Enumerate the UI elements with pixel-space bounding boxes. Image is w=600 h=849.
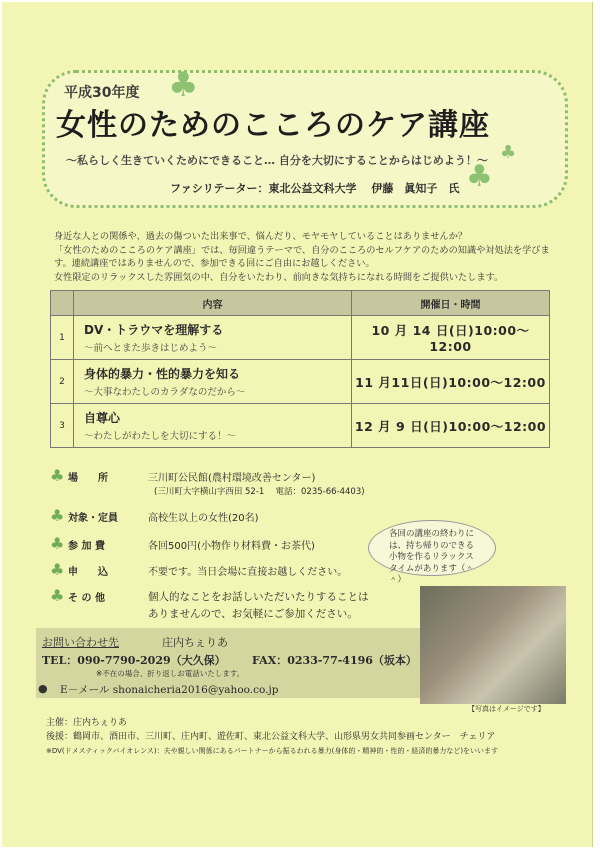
year-label: 平成30年度 bbox=[64, 85, 140, 101]
page-title: 女性のためのこころのケア講座 bbox=[56, 108, 490, 143]
row-date: 11 月11日(日)10:00～12:00 bbox=[352, 360, 550, 404]
intro-paragraph: 身近な人との関係や、過去の傷ついた出来事で、悩んだり、モヤモヤしていることはありませんか？ bbox=[54, 231, 468, 242]
row-number: 3 bbox=[51, 404, 74, 448]
topic-title: DV・トラウマを理解する bbox=[84, 323, 224, 337]
table-row bbox=[51, 360, 550, 404]
supporters: 後援：鶴岡市、酒田市、三川町、庄内町、遊佐町、東北公益文科大学、山形県男女共同参画センター チェリア bbox=[46, 732, 496, 742]
row-topic bbox=[74, 404, 352, 448]
info-label: 申 込 bbox=[68, 567, 108, 578]
table-row bbox=[51, 404, 550, 448]
info-value: ありませんので、お気軽にご参加ください。 bbox=[148, 608, 358, 620]
contact-email[interactable]: E－メール shonaicheria2016@yahoo.co.jp bbox=[60, 684, 279, 696]
row-number: 1 bbox=[51, 316, 74, 360]
photo-caption: 【写真はイメージです】 bbox=[468, 705, 545, 713]
clover-icon: ♣ bbox=[50, 586, 65, 605]
ladybug-icon: ● bbox=[38, 682, 48, 695]
topic-title: 身体的暴力・性的暴力を知る bbox=[84, 367, 241, 381]
clover-icon: ♣ bbox=[50, 506, 65, 525]
speech-bubble: 各回の講座の終わりには、持ち帰りのできる小物を作るリラックスタイムがあります（＾＾） bbox=[368, 520, 496, 576]
intro-paragraph: 女性限定のリラックスした雰囲気の中、自分をいたわり、前向きな気持ちになれる時間をご提供いたします。 bbox=[54, 271, 504, 283]
footer bbox=[46, 716, 576, 758]
intro-paragraph: 「女性のためのこころのケア講座」では、毎回違うテーマで、自分のこころのセルフケアのための知識や対処法を学びます。連続講座ではありませんので、参加できる回にご自由にお越しください。 bbox=[54, 244, 550, 269]
table-header-date: 開催日・時間 bbox=[352, 291, 550, 316]
table-header-content: 内容 bbox=[74, 291, 352, 316]
clover-icon: ♣ bbox=[50, 466, 65, 485]
info-value: 高校生以上の女性(20名) bbox=[148, 513, 259, 524]
clover-icon: ♣ bbox=[50, 534, 65, 553]
intro-text bbox=[54, 230, 564, 284]
info-label: 対象・定員 bbox=[68, 513, 118, 524]
table-header-row bbox=[51, 291, 550, 316]
contact-tel[interactable]: TEL：090-7790-2029（大久保） bbox=[42, 654, 226, 667]
topic-title: 自尊心 bbox=[84, 411, 121, 425]
clover-icon: ♣ bbox=[500, 142, 517, 163]
flyer-sheet bbox=[2, 2, 593, 847]
organizer: 主催：庄内ちぇりあ bbox=[46, 718, 128, 728]
topic-subtitle: ～わたしがわたしを大切にする！～ bbox=[84, 431, 237, 442]
table-header-num bbox=[51, 291, 74, 316]
dv-note: ※DV(ドメスティックバイオレンス)：夫や親しい関係にあるパートナーから振るわれる暴力(身体的・精神的・性的・経済的暴力など)をいいます bbox=[46, 747, 499, 755]
contact-box bbox=[36, 628, 420, 698]
row-topic bbox=[74, 316, 352, 360]
contact-title: お問い合わせ先 bbox=[42, 636, 119, 649]
row-topic bbox=[74, 360, 352, 404]
table-row bbox=[51, 316, 550, 360]
workshop-photo bbox=[420, 586, 566, 704]
info-value: 各回500円(小物作り材料費・お茶代) bbox=[148, 541, 315, 552]
info-label: そ の 他 bbox=[68, 593, 105, 604]
topic-subtitle: ～前へとまた歩きはじめよう～ bbox=[84, 343, 218, 354]
info-value: 個人的なことをお話しいただいたりすることは bbox=[148, 591, 369, 603]
facilitator: ファシリテーター：東北公益文科大学 伊藤 眞知子 氏 bbox=[170, 182, 460, 195]
contact-org: 庄内ちぇりあ bbox=[162, 636, 228, 649]
info-value: 三川町公民館(農村環境改善センター) bbox=[148, 473, 316, 484]
info-value: 不要です。当日会場に直接お越しください。 bbox=[148, 567, 348, 578]
clover-icon: ♣ bbox=[168, 65, 199, 105]
contact-fax: FAX：0233-77-4196（坂本） bbox=[252, 654, 417, 667]
row-date: 12 月 9 日(日)10:00～12:00 bbox=[352, 404, 550, 448]
subtitle: ～私らしく生きていくためにできること… 自分を大切にすることからはじめよう！～ bbox=[66, 154, 488, 167]
clover-icon: ♣ bbox=[50, 560, 65, 579]
info-label: 場 所 bbox=[68, 473, 108, 484]
row-number: 2 bbox=[51, 360, 74, 404]
clover-icon: ♣ bbox=[466, 159, 493, 194]
schedule-table bbox=[50, 290, 550, 448]
contact-note: ※不在の場合、折り返しお電話いたします。 bbox=[96, 669, 245, 678]
info-address: (三川町大字横山字西田 52-1 電話：0235-66-4403) bbox=[154, 487, 365, 497]
topic-subtitle: ～大事なわたしのカラダなのだから～ bbox=[84, 387, 246, 398]
row-date: 10 月 14 日(日)10:00～12:00 bbox=[352, 316, 550, 360]
info-label: 参 加 費 bbox=[68, 541, 105, 552]
